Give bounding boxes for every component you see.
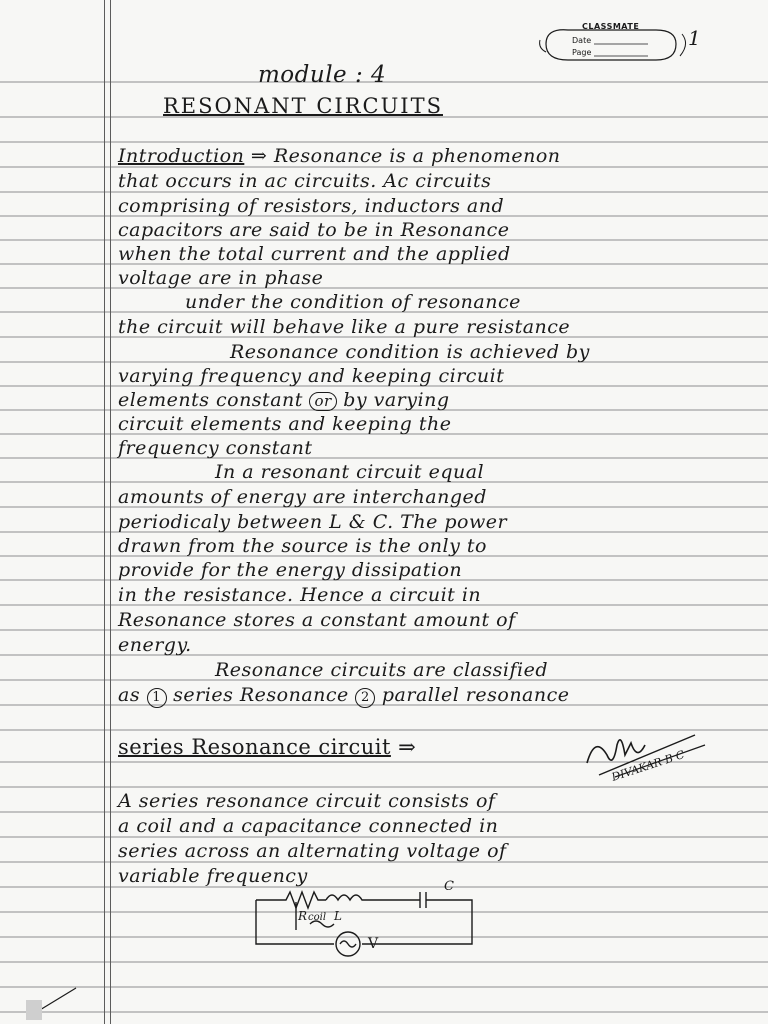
intro-line-11 — [118, 389, 750, 411]
parallel-resonance-item: parallel resonance — [381, 684, 570, 706]
page-label: Page — [572, 48, 592, 57]
classified-as: as — [118, 684, 141, 706]
intro-line-2: that occurs in ac circuits. Ac circuits — [118, 170, 492, 192]
intro-line-12: circuit elements and keeping the — [118, 413, 452, 435]
circuit-wire-right — [362, 900, 472, 944]
intro-line-18: provide for the energy dissipation — [118, 559, 463, 581]
intro-line-17: drawn from the source is the only to — [118, 535, 487, 557]
intro-line-20: Resonance stores a constant amount of — [118, 609, 516, 631]
margin-line — [104, 0, 105, 1024]
intro-line-6: voltage are in phase — [118, 267, 324, 289]
signature-text: DIVAKAR B C — [609, 748, 687, 784]
intro-text-1: Resonance is a phenomenon — [273, 145, 561, 167]
page-heading-text: RESONANT CIRCUITS — [163, 94, 443, 118]
intro-line-1 — [118, 145, 750, 167]
intro-line-4: capacitors are said to be in Resonance — [118, 219, 510, 241]
intro-line-15: amounts of energy are interchanged — [118, 486, 487, 508]
intro-arrow: ⇒ — [250, 145, 268, 167]
intro-line-16: periodicaly between L & C. The power — [118, 511, 508, 533]
series-circuit-diagram — [250, 880, 480, 965]
capacitor-symbol — [420, 892, 426, 908]
intro-text-11: elements constant — [118, 389, 303, 411]
module-title: module : 4 — [258, 62, 387, 88]
intro-label: Introduction — [118, 145, 245, 167]
series-heading: series Resonance circuit — [118, 735, 391, 759]
circled-number-1: 1 — [147, 688, 167, 708]
inductor-symbol — [326, 895, 420, 900]
intro-line-8: the circuit will behave like a pure resistance — [118, 316, 571, 338]
intro-line-5: when the total current and the applied — [118, 243, 511, 265]
series-line-2: a coil and a capacitance connected in — [118, 815, 499, 837]
series-line-1: A series resonance circuit consists of — [118, 790, 496, 812]
intro-line-13: frequency constant — [118, 437, 313, 459]
page-number: 1 — [688, 26, 701, 50]
notebook-brand-logo — [538, 22, 688, 66]
series-line-3: series across an alternating voltage of — [118, 840, 507, 862]
intro-line-23 — [118, 684, 750, 708]
circled-number-2: 2 — [355, 688, 375, 708]
label-r: R — [298, 909, 308, 923]
label-c: C — [444, 880, 454, 894]
series-arrow: ⇒ — [398, 735, 417, 759]
intro-line-22: Resonance circuits are classified — [215, 659, 548, 681]
scan-edge-mark — [26, 960, 86, 1020]
series-line-4: variable frequency — [118, 865, 308, 887]
signature — [585, 725, 735, 785]
intro-line-3: comprising of resistors, inductors and — [118, 195, 505, 217]
page-heading — [163, 95, 750, 117]
margin-line — [110, 0, 111, 1024]
intro-text-11b: by varying — [343, 389, 450, 411]
intro-line-10: varying frequency and keeping circuit — [118, 365, 505, 387]
label-v: V — [368, 936, 379, 952]
sine-icon — [340, 941, 356, 947]
series-resonance-item: series Resonance — [173, 684, 349, 706]
label-coil: coil — [308, 912, 327, 923]
intro-line-21: energy. — [118, 634, 192, 656]
resistor-symbol — [256, 892, 326, 908]
date-label: Date — [572, 36, 592, 45]
intro-line-7: under the condition of resonance — [185, 291, 521, 313]
label-l: L — [334, 909, 342, 923]
brand-name: CLASSMATE — [582, 22, 640, 31]
or-oval: or — [309, 392, 336, 411]
intro-line-14: In a resonant circuit equal — [215, 461, 485, 483]
intro-line-19: in the resistance. Hence a circuit in — [118, 584, 482, 606]
intro-line-9: Resonance condition is achieved by — [230, 341, 590, 363]
